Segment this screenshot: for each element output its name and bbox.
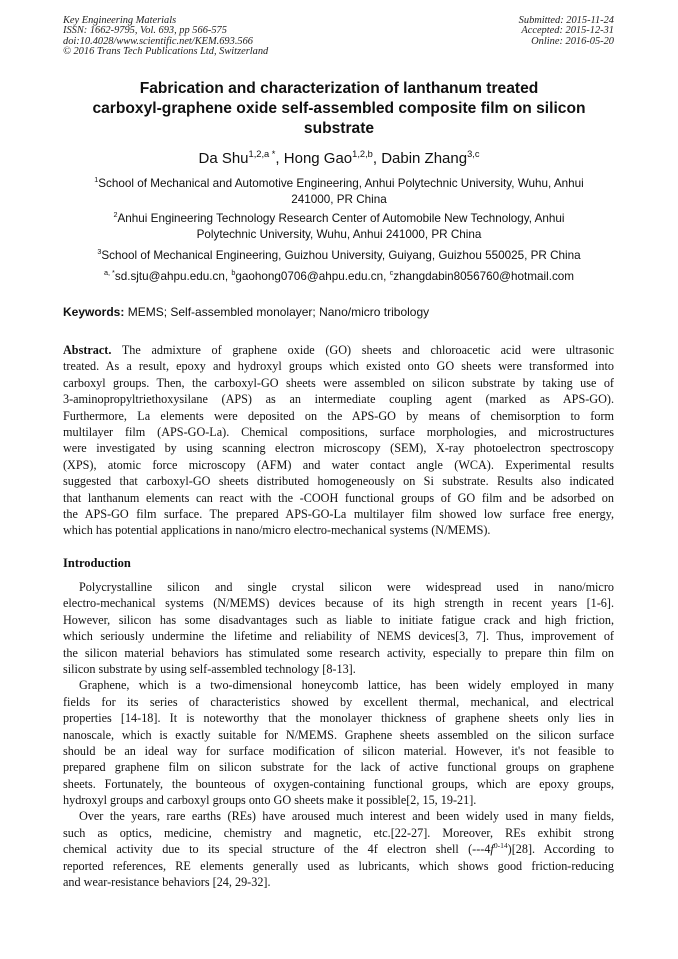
author-name: Hong Gao: [283, 150, 353, 167]
accepted-date: Accepted: 2015-12-31: [521, 25, 614, 37]
journal-header-left: [63, 16, 268, 58]
email-sup: a, *: [103, 268, 115, 278]
abstract-line: were investigated by using scanning electron microscopy (SEM), X-ray photoelectron spectroscopy: [63, 441, 614, 456]
abstract-line: suggested that carboxyl-GO sheets distributed homogeneously on Si substrate. Results also indicated: [63, 474, 614, 489]
intro-text: f: [490, 842, 494, 857]
abstract-text: The admixture of graphene oxide (GO) sheets and chloroacetic acid were ultrasonic: [111, 343, 614, 357]
intro-line: which seriously undermine the lifetime and reliability of NEMS devices[3, 7]. Thus, improvement of: [63, 629, 614, 644]
title-line: carboxyl-graphene oxide self-assembled composite film on silicon: [92, 100, 586, 117]
intro-line: prepared graphene film on silicon substrate for the lack of active functional groups on graphene: [63, 760, 614, 775]
author-name: Dabin Zhang: [381, 150, 468, 167]
email-sup: b: [231, 268, 236, 278]
paper-title: [60, 79, 618, 139]
title-line: substrate: [303, 120, 375, 137]
email-link[interactable]: sd.sjtu@ahpu.edu.cn,: [114, 270, 232, 283]
intro-line: silicon substrate by using self-assembled technology [8-13].: [63, 661, 356, 676]
intro-line: the silicon material behaviors has stimulated some research activity, especially to prepare thin film on: [63, 645, 614, 660]
online-date: Online: 2016-05-20: [531, 35, 614, 47]
submitted-date: Submitted: 2015-11-24: [518, 15, 614, 26]
abstract-line: (XPS), atomic force microscopy (AFM) and water contact angle (WCA). Experimental results: [63, 457, 614, 472]
abstract-line: Furthermore, La elements were deposited on the APS-GO by means of chemisorption to form: [63, 408, 614, 423]
doi-line: doi:10.4028/www.scientific.net/KEM.693.566: [63, 35, 253, 47]
author-name: Da Shu: [198, 150, 249, 167]
affil-text: School of Mechanical and Automotive Engineering, Anhui Polytechnic University, Wuhu, Anhui: [98, 177, 584, 190]
author-separator: ,: [275, 150, 284, 167]
intro-line: electro-mechanical systems (N/MEMS) devices because of its high strength in recent years [1-6].: [63, 596, 614, 611]
intro-line: [63, 841, 614, 857]
affil-text: Anhui Engineering Technology Research Center of Automobile New Technology, Anhui: [117, 212, 565, 225]
intro-text: chemical activity due to its special structure of the 4f electron shell (---4: [63, 842, 491, 857]
intro-line: should be an ideal way for surface modification of silicon material. However, it's not feasible to: [63, 743, 614, 758]
keywords-text: MEMS; Self-assembled monolayer; Nano/micro tribology: [124, 305, 430, 319]
author-affil-sup: 1,2,a *: [248, 149, 276, 159]
intro-line: Polycrystalline silicon and single crystal silicon were widespread used in nano/micro: [79, 580, 614, 594]
intro-sup: 0-14: [493, 841, 508, 851]
email-link[interactable]: zhangdabin8056760@hotmail.com: [393, 270, 575, 283]
intro-line: nanoscale, which is exactly suitable for N/MEMS. Graphene sheets assembled on the silicon surface: [63, 727, 614, 742]
keywords-line: [63, 305, 429, 319]
affil-number: 1: [94, 175, 99, 185]
intro-line: hydroxyl groups and carboxyl groups onto GO sheets make it possible[2, 15, 19-21].: [63, 793, 477, 808]
intro-line: reported references, RE elements generally used as lubricants, which shows good friction-reducing: [63, 858, 614, 873]
author-emails: [60, 269, 618, 285]
intro-line: Over the years, rare earths (REs) have aroused much interest and been widely used in many fields,: [79, 809, 614, 824]
abstract-line: treated. As a result, epoxy and hydroxyl groups which existed onto GO sheets were transformed into: [63, 359, 614, 374]
affil-number: 2: [113, 210, 118, 220]
affiliation-3: [60, 248, 618, 264]
intro-line: Graphene, which is a two-dimensional honeycomb lattice, has been widely employed in many: [79, 678, 614, 693]
author-affil-sup: 3,c: [467, 149, 480, 159]
email-link[interactable]: gaohong0706@ahpu.edu.cn,: [235, 270, 390, 283]
intro-line: However, silicon has some disadvantages such as liable to initiate fatigue crack and high friction,: [63, 612, 614, 627]
abstract-line: multilayer film (APS-GO-La). Chemical compositions, surface morphologies, and microstructures: [63, 424, 614, 439]
journal-name: Key Engineering Materials: [63, 15, 177, 26]
abstract-line: 3-aminopropyltriethoxysilane (APS) as an intermediate coupling agent (marked as APS-GO).: [63, 392, 614, 407]
keywords-label: Keywords:: [63, 305, 125, 319]
author-separator: ,: [372, 150, 382, 167]
affiliation-1: [60, 176, 618, 207]
copyright-line: © 2016 Trans Tech Publications Ltd, Switzerland: [63, 46, 269, 58]
affil-text: 241000, PR China: [291, 192, 387, 206]
author-affil-sup: 1,2,b: [352, 149, 373, 159]
title-line: Fabrication and characterization of lanthanum treated: [139, 80, 539, 97]
email-sup: c: [389, 268, 394, 278]
abstract-line: carboxyl groups. Then, the carboxyl-GO sheets were assembled on silicon substrate by taking use of: [63, 375, 614, 390]
affil-text: Polytechnic University, Wuhu, Anhui 241000, PR China: [196, 227, 482, 241]
intro-body: [63, 579, 614, 890]
intro-text: )[28]. According to: [507, 842, 614, 857]
intro-line: fields for its series of characteristics showed by excellent thermal, mechanical, and electrical: [63, 694, 614, 709]
intro-line: sheets. Fortunately, the bounteous of oxygen-containing functional groups, which are epoxy groups,: [63, 776, 614, 791]
abstract-paragraph: [63, 342, 614, 539]
intro-line: properties [14-18]. It is noteworthy that the monolayer thickness of graphene sheets only lies in: [63, 711, 614, 726]
journal-header-right: [519, 16, 614, 47]
abstract-line: that lanthanum elements can react with the -COOH functional groups of GO film and be adsorbed on: [63, 490, 614, 505]
issn-line: ISSN: 1662-9795, Vol. 693, pp 566-575: [63, 25, 227, 37]
section-heading-introduction: Introduction: [63, 556, 131, 570]
abstract-line: which has potential applications in nano/micro electro-mechanical systems (N/MEMS).: [63, 523, 491, 538]
affil-text: School of Mechanical Engineering, Guizhou University, Guiyang, Guizhou 550025, PR China: [101, 249, 581, 262]
abstract-line: [63, 342, 614, 358]
intro-line: and wear-resistance behaviors [24, 29-32].: [63, 875, 271, 890]
intro-line: such as optics, medicine, chemistry and magnetic, etc.[22-27]. Moreover, REs exhibit strong: [63, 825, 614, 840]
affil-number: 3: [97, 247, 102, 257]
affiliation-2: [60, 211, 618, 242]
author-list: [0, 150, 678, 168]
abstract-label: Abstract.: [63, 343, 112, 357]
abstract-line: the APS-GO film surface. The prepared APS-GO-La multilayer film showed low surface free energy,: [63, 506, 614, 521]
